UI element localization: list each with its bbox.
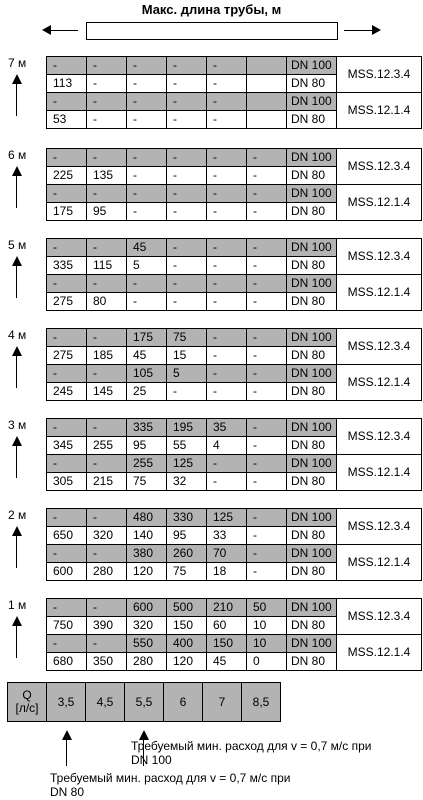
table-row: [47, 365, 422, 383]
length-cell: -: [47, 455, 87, 473]
length-cell: -: [207, 111, 247, 129]
length-cell: 70: [207, 545, 247, 563]
diameter-cell: DN 80: [287, 527, 337, 545]
length-cell: 280: [127, 653, 167, 671]
length-cell: 150: [167, 617, 207, 635]
length-cell: 275: [47, 293, 87, 311]
flow-value: 8,5: [242, 683, 281, 722]
length-cell: -: [87, 75, 127, 93]
up-arrow-shaft: [16, 174, 17, 208]
model-cell: MSS.12.1.4: [337, 185, 422, 221]
up-arrow-icon: [12, 346, 22, 356]
length-cell: -: [167, 149, 207, 167]
diameter-cell: DN 80: [287, 653, 337, 671]
length-cell: -: [127, 75, 167, 93]
length-cell: -: [127, 167, 167, 185]
length-cell: 600: [127, 599, 167, 617]
length-cell: -: [87, 599, 127, 617]
diameter-cell: DN 100: [287, 455, 337, 473]
length-cell: -: [47, 239, 87, 257]
length-cell: -: [247, 257, 287, 275]
length-cell: -: [47, 93, 87, 111]
level-label: 7 м: [8, 56, 27, 70]
model-cell: MSS.12.1.4: [337, 93, 422, 129]
diameter-cell: DN 100: [287, 57, 337, 75]
length-cell: -: [207, 365, 247, 383]
table-row: [47, 185, 422, 203]
length-cell: -: [47, 275, 87, 293]
header-title: Макс. длина трубы, м: [141, 2, 282, 17]
length-cell: [247, 75, 287, 93]
length-cell: 400: [167, 635, 207, 653]
diameter-cell: DN 100: [287, 509, 337, 527]
diameter-cell: DN 100: [287, 635, 337, 653]
length-cell: -: [207, 185, 247, 203]
diameter-cell: DN 100: [287, 365, 337, 383]
length-cell: -: [167, 185, 207, 203]
model-cell: MSS.12.3.4: [337, 239, 422, 275]
table-row: [47, 419, 422, 437]
level-label: 1 м: [8, 598, 27, 612]
length-cell: -: [247, 455, 287, 473]
diameter-cell: DN 100: [287, 329, 337, 347]
up-arrow-icon: [12, 436, 22, 446]
length-cell: -: [47, 365, 87, 383]
length-cell: 145: [87, 383, 127, 401]
flow-value: 6: [164, 683, 203, 722]
diameter-cell: DN 100: [287, 599, 337, 617]
length-cell: [247, 111, 287, 129]
length-cell: 255: [87, 437, 127, 455]
length-cell: 45: [207, 653, 247, 671]
length-cell: 330: [167, 509, 207, 527]
level-table: [46, 418, 422, 491]
diameter-cell: DN 80: [287, 293, 337, 311]
up-arrow-shaft: [16, 354, 17, 388]
length-cell: 210: [207, 599, 247, 617]
length-cell: -: [247, 329, 287, 347]
length-cell: 175: [47, 203, 87, 221]
length-cell: -: [207, 149, 247, 167]
length-cell: 135: [87, 167, 127, 185]
length-cell: 35: [207, 419, 247, 437]
length-cell: -: [247, 527, 287, 545]
model-cell: MSS.12.3.4: [337, 509, 422, 545]
length-cell: 95: [167, 527, 207, 545]
length-cell: -: [167, 275, 207, 293]
length-cell: -: [207, 57, 247, 75]
diameter-cell: DN 80: [287, 167, 337, 185]
length-cell: 320: [87, 527, 127, 545]
diameter-cell: DN 100: [287, 419, 337, 437]
length-cell: 95: [87, 203, 127, 221]
length-cell: 215: [87, 473, 127, 491]
length-cell: [247, 57, 287, 75]
length-cell: 113: [47, 75, 87, 93]
length-cell: -: [207, 203, 247, 221]
diameter-cell: DN 100: [287, 93, 337, 111]
length-cell: 150: [207, 635, 247, 653]
length-cell: -: [47, 545, 87, 563]
diameter-cell: DN 80: [287, 75, 337, 93]
length-cell: 120: [167, 653, 207, 671]
up-arrow-icon: [12, 166, 22, 176]
length-cell: -: [167, 57, 207, 75]
length-cell: 120: [127, 563, 167, 581]
length-cell: -: [247, 545, 287, 563]
length-cell: 95: [127, 437, 167, 455]
flow-row: [7, 682, 281, 722]
table-row: [47, 329, 422, 347]
diameter-cell: DN 80: [287, 563, 337, 581]
diameter-cell: DN 80: [287, 437, 337, 455]
table-row: [47, 149, 422, 167]
length-cell: -: [47, 509, 87, 527]
up-arrow-shaft: [16, 534, 17, 568]
length-cell: -: [207, 383, 247, 401]
model-cell: MSS.12.1.4: [337, 635, 422, 671]
table-row: [47, 635, 422, 653]
length-cell: 50: [247, 599, 287, 617]
length-cell: 335: [127, 419, 167, 437]
diameter-cell: DN 100: [287, 275, 337, 293]
length-cell: -: [127, 185, 167, 203]
length-cell: 225: [47, 167, 87, 185]
length-cell: 10: [247, 635, 287, 653]
length-cell: -: [127, 203, 167, 221]
length-cell: -: [127, 293, 167, 311]
diameter-cell: DN 80: [287, 383, 337, 401]
header-box: [86, 22, 338, 40]
length-cell: 245: [47, 383, 87, 401]
table-row: [47, 509, 422, 527]
length-cell: -: [247, 275, 287, 293]
length-cell: 115: [87, 257, 127, 275]
length-cell: -: [167, 239, 207, 257]
length-cell: 15: [167, 347, 207, 365]
up-arrow-icon: [12, 256, 22, 266]
length-cell: -: [247, 203, 287, 221]
length-cell: 80: [87, 293, 127, 311]
length-cell: 175: [127, 329, 167, 347]
length-cell: 45: [127, 239, 167, 257]
level-table: [46, 56, 422, 129]
length-cell: -: [47, 149, 87, 167]
length-cell: 280: [87, 563, 127, 581]
length-cell: -: [247, 473, 287, 491]
length-cell: -: [127, 57, 167, 75]
diameter-cell: DN 80: [287, 347, 337, 365]
length-cell: -: [247, 347, 287, 365]
model-cell: MSS.12.1.4: [337, 455, 422, 491]
length-cell: 25: [127, 383, 167, 401]
up-arrow-icon: [12, 616, 22, 626]
length-cell: -: [87, 545, 127, 563]
flow-value: 5,5: [125, 683, 164, 722]
length-cell: 480: [127, 509, 167, 527]
length-cell: -: [247, 509, 287, 527]
length-cell: 75: [167, 563, 207, 581]
table-row: [47, 93, 422, 111]
diameter-cell: DN 100: [287, 239, 337, 257]
level-label: 6 м: [8, 148, 27, 162]
length-cell: 105: [127, 365, 167, 383]
length-cell: -: [87, 239, 127, 257]
level-table: [46, 238, 422, 311]
diameter-cell: DN 80: [287, 617, 337, 635]
note-dn80: Требуемый мин. расход для v = 0,7 м/с при DN 80: [50, 771, 291, 799]
length-cell: 33: [207, 527, 247, 545]
length-cell: 55: [167, 437, 207, 455]
model-cell: MSS.12.1.4: [337, 275, 422, 311]
length-cell: 550: [127, 635, 167, 653]
length-cell: -: [207, 257, 247, 275]
length-cell: 4: [207, 437, 247, 455]
length-cell: -: [87, 455, 127, 473]
level-table: [46, 598, 422, 671]
length-cell: 335: [47, 257, 87, 275]
length-cell: -: [47, 419, 87, 437]
table-row: [47, 239, 422, 257]
length-cell: -: [87, 275, 127, 293]
length-cell: -: [87, 149, 127, 167]
length-cell: -: [167, 293, 207, 311]
length-cell: -: [247, 437, 287, 455]
length-cell: -: [207, 75, 247, 93]
length-cell: 650: [47, 527, 87, 545]
up-arrow-shaft: [16, 444, 17, 478]
flow-value: 3,5: [47, 683, 86, 722]
length-cell: 125: [207, 509, 247, 527]
diameter-cell: DN 100: [287, 545, 337, 563]
length-cell: 45: [127, 347, 167, 365]
model-cell: MSS.12.3.4: [337, 419, 422, 455]
length-cell: -: [47, 635, 87, 653]
length-cell: -: [127, 149, 167, 167]
length-cell: 350: [87, 653, 127, 671]
length-cell: -: [87, 111, 127, 129]
length-cell: -: [247, 239, 287, 257]
length-cell: -: [47, 185, 87, 203]
up-arrow-icon: [12, 74, 22, 84]
length-cell: 345: [47, 437, 87, 455]
up-arrow-shaft: [16, 624, 17, 658]
length-cell: -: [167, 383, 207, 401]
length-cell: 53: [47, 111, 87, 129]
table-row: [47, 455, 422, 473]
length-cell: -: [87, 509, 127, 527]
length-cell: -: [87, 185, 127, 203]
level-table: [46, 508, 422, 581]
length-cell: -: [87, 419, 127, 437]
length-cell: -: [247, 149, 287, 167]
length-cell: -: [47, 329, 87, 347]
length-cell: -: [87, 57, 127, 75]
length-cell: -: [247, 383, 287, 401]
length-cell: -: [247, 167, 287, 185]
length-cell: -: [207, 329, 247, 347]
length-cell: 390: [87, 617, 127, 635]
length-cell: 0: [247, 653, 287, 671]
length-cell: -: [247, 365, 287, 383]
length-cell: -: [47, 57, 87, 75]
length-cell: -: [127, 275, 167, 293]
length-cell: -: [207, 93, 247, 111]
diameter-cell: DN 80: [287, 203, 337, 221]
length-cell: -: [127, 111, 167, 129]
length-cell: -: [87, 635, 127, 653]
table-row: [47, 275, 422, 293]
length-cell: -: [247, 185, 287, 203]
length-cell: -: [87, 93, 127, 111]
length-cell: 5: [167, 365, 207, 383]
length-cell: 60: [207, 617, 247, 635]
length-cell: 75: [127, 473, 167, 491]
length-cell: -: [167, 111, 207, 129]
model-cell: MSS.12.3.4: [337, 599, 422, 635]
model-cell: MSS.12.3.4: [337, 329, 422, 365]
length-cell: -: [167, 75, 207, 93]
flow-value: 7: [203, 683, 242, 722]
length-cell: -: [247, 419, 287, 437]
length-cell: 380: [127, 545, 167, 563]
length-cell: -: [247, 563, 287, 581]
length-cell: -: [167, 203, 207, 221]
length-cell: 500: [167, 599, 207, 617]
length-cell: 680: [47, 653, 87, 671]
length-cell: 305: [47, 473, 87, 491]
length-cell: 125: [167, 455, 207, 473]
length-cell: -: [167, 93, 207, 111]
diameter-cell: DN 100: [287, 149, 337, 167]
length-cell: -: [207, 167, 247, 185]
length-cell: 320: [127, 617, 167, 635]
flow-value: 4,5: [86, 683, 125, 722]
diameter-cell: DN 80: [287, 473, 337, 491]
length-cell: -: [167, 167, 207, 185]
length-cell: -: [47, 599, 87, 617]
length-cell: 5: [127, 257, 167, 275]
length-cell: 185: [87, 347, 127, 365]
length-cell: -: [247, 293, 287, 311]
length-cell: -: [207, 239, 247, 257]
diameter-cell: DN 80: [287, 111, 337, 129]
level-table: [46, 148, 422, 221]
table-row: [47, 57, 422, 75]
level-label: 3 м: [8, 418, 27, 432]
length-cell: 75: [167, 329, 207, 347]
up-arrow-shaft: [16, 264, 17, 298]
length-cell: 195: [167, 419, 207, 437]
length-cell: -: [207, 293, 247, 311]
length-cell: 18: [207, 563, 247, 581]
level-label: 5 м: [8, 238, 27, 252]
model-cell: MSS.12.3.4: [337, 149, 422, 185]
up-arrow-shaft: [16, 82, 17, 116]
length-cell: -: [127, 93, 167, 111]
level-table: [46, 328, 422, 401]
diameter-cell: DN 80: [287, 257, 337, 275]
length-cell: 140: [127, 527, 167, 545]
model-cell: MSS.12.1.4: [337, 545, 422, 581]
length-cell: -: [87, 365, 127, 383]
length-cell: 255: [127, 455, 167, 473]
table-row: [47, 545, 422, 563]
length-cell: -: [207, 473, 247, 491]
length-cell: -: [87, 329, 127, 347]
model-cell: MSS.12.1.4: [337, 365, 422, 401]
length-cell: 10: [247, 617, 287, 635]
length-cell: -: [207, 455, 247, 473]
flow-label: Q [л/с]: [8, 683, 47, 722]
level-label: 4 м: [8, 328, 27, 342]
length-cell: -: [207, 275, 247, 293]
diameter-cell: DN 100: [287, 185, 337, 203]
length-cell: 32: [167, 473, 207, 491]
up-arrow-icon: [12, 526, 22, 536]
length-cell: 260: [167, 545, 207, 563]
length-cell: 275: [47, 347, 87, 365]
note-dn100: Требуемый мин. расход для v = 0,7 м/с при DN 100: [131, 739, 372, 767]
length-cell: -: [167, 257, 207, 275]
length-cell: [247, 93, 287, 111]
length-cell: 750: [47, 617, 87, 635]
table-row: [47, 599, 422, 617]
length-cell: -: [207, 347, 247, 365]
length-cell: 600: [47, 563, 87, 581]
level-label: 2 м: [8, 508, 27, 522]
model-cell: MSS.12.3.4: [337, 57, 422, 93]
